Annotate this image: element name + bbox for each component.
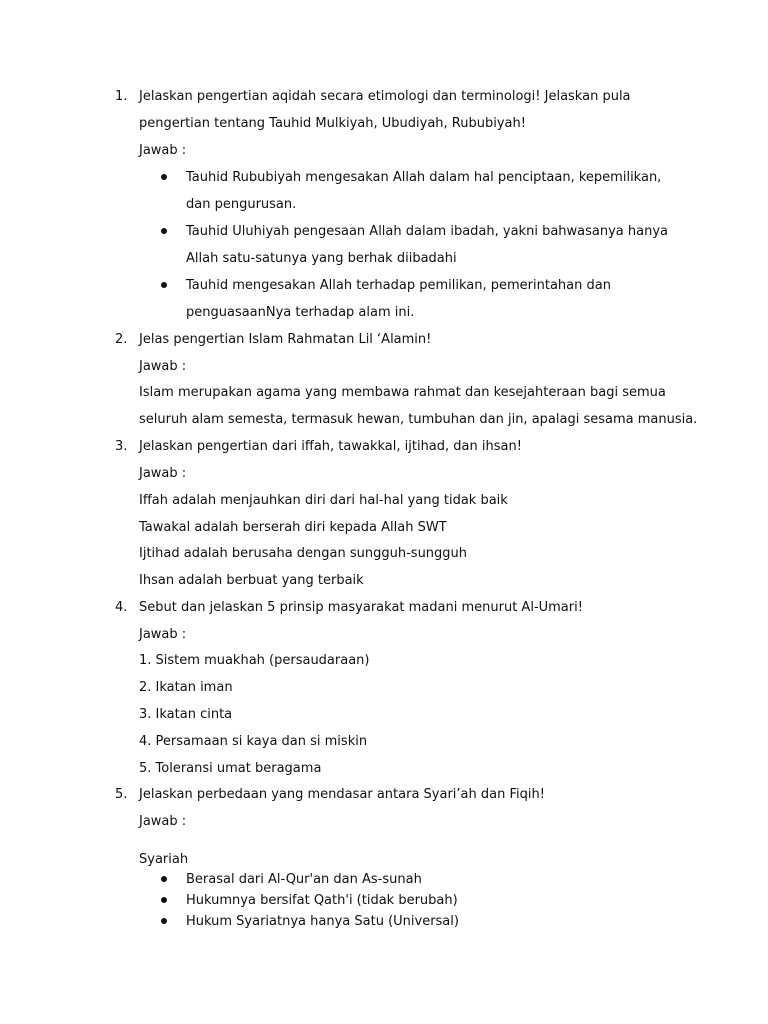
q5-bullet-2: Hukumnya bersifat Qath'i (tidak berubah) [186, 893, 458, 908]
q2-question: Jelas pengertian Islam Rahmatan Lil ‘Alamin! [139, 332, 432, 347]
q4-question: Sebut dan jelaskan 5 prinsip masyarakat madani menurut Al-Umari! [139, 600, 583, 615]
q2-answer-label: Jawab : [139, 359, 187, 374]
q3-answer-label: Jawab : [139, 466, 187, 481]
q1-bullet-2-line1: Tauhid Uluhiyah pengesaan Allah dalam ibadah, yakni bahwasanya hanya [186, 224, 668, 239]
q1-number: 1. [115, 89, 128, 104]
q1-bullet-2-line2: Allah satu-satunya yang berhak diibadahi [186, 251, 457, 266]
q2-answer-line1: Islam merupakan agama yang membawa rahmat dan kesejahteraan bagi semua [139, 385, 666, 400]
q3-answer-1: Iffah adalah menjauhkan diri dari hal-hal yang tidak baik [139, 493, 508, 508]
q4-answer-3: 3. Ikatan cinta [139, 707, 233, 722]
q1-question-line1: Jelaskan pengertian aqidah secara etimologi dan terminologi! Jelaskan pula [139, 89, 631, 104]
q1-answer-label: Jawab : [139, 143, 187, 158]
q3-answer-3: Ijtihad adalah berusaha dengan sungguh-sungguh [139, 546, 468, 561]
q4-answer-5: 5. Toleransi umat beragama [139, 761, 322, 776]
bullet-dot-icon [161, 876, 167, 882]
bullet-dot-icon [161, 897, 167, 903]
q4-answer-1: 1. Sistem muakhah (persaudaraan) [139, 653, 370, 668]
q3-answer-2: Tawakal adalah berserah diri kepada Allah SWT [139, 520, 447, 535]
q5-section-title: Syariah [139, 852, 189, 867]
q1-bullet-3-line2: penguasaanNya terhadap alam ini. [186, 305, 415, 320]
bullet-dot-icon [161, 918, 167, 924]
q5-bullet-1: Berasal dari Al-Qur'an dan As-sunah [186, 872, 422, 887]
q4-answer-4: 4. Persamaan si kaya dan si miskin [139, 734, 368, 749]
bullet-dot-icon [161, 174, 167, 180]
q3-answer-4: Ihsan adalah berbuat yang terbaik [139, 573, 364, 588]
q4-answer-label: Jawab : [139, 627, 187, 642]
q1-bullet-1-line2: dan pengurusan. [186, 197, 297, 212]
bullet-dot-icon [161, 282, 167, 288]
q3-number: 3. [115, 439, 128, 454]
q1-bullet-3-line1: Tauhid mengesakan Allah terhadap pemilikan, pemerintahan dan [186, 278, 611, 293]
q2-answer-line2: seluruh alam semesta, termasuk hewan, tumbuhan dan jin, apalagi sesama manusia. [139, 412, 698, 427]
q2-number: 2. [115, 332, 128, 347]
q1-bullet-1-line1: Tauhid Rububiyah mengesakan Allah dalam hal penciptaan, kepemilikan, [186, 170, 662, 185]
q5-number: 5. [115, 787, 128, 802]
q5-bullet-3: Hukum Syariatnya hanya Satu (Universal) [186, 914, 459, 929]
q5-answer-label: Jawab : [139, 814, 187, 829]
q5-question: Jelaskan perbedaan yang mendasar antara Syari’ah dan Fiqih! [139, 787, 545, 802]
q4-answer-2: 2. Ikatan iman [139, 680, 233, 695]
q4-number: 4. [115, 600, 128, 615]
q3-question: Jelaskan pengertian dari iffah, tawakkal, ijtihad, dan ihsan! [139, 439, 522, 454]
bullet-dot-icon [161, 228, 167, 234]
q1-question-line2: pengertian tentang Tauhid Mulkiyah, Ubudiyah, Rububiyah! [139, 116, 526, 131]
